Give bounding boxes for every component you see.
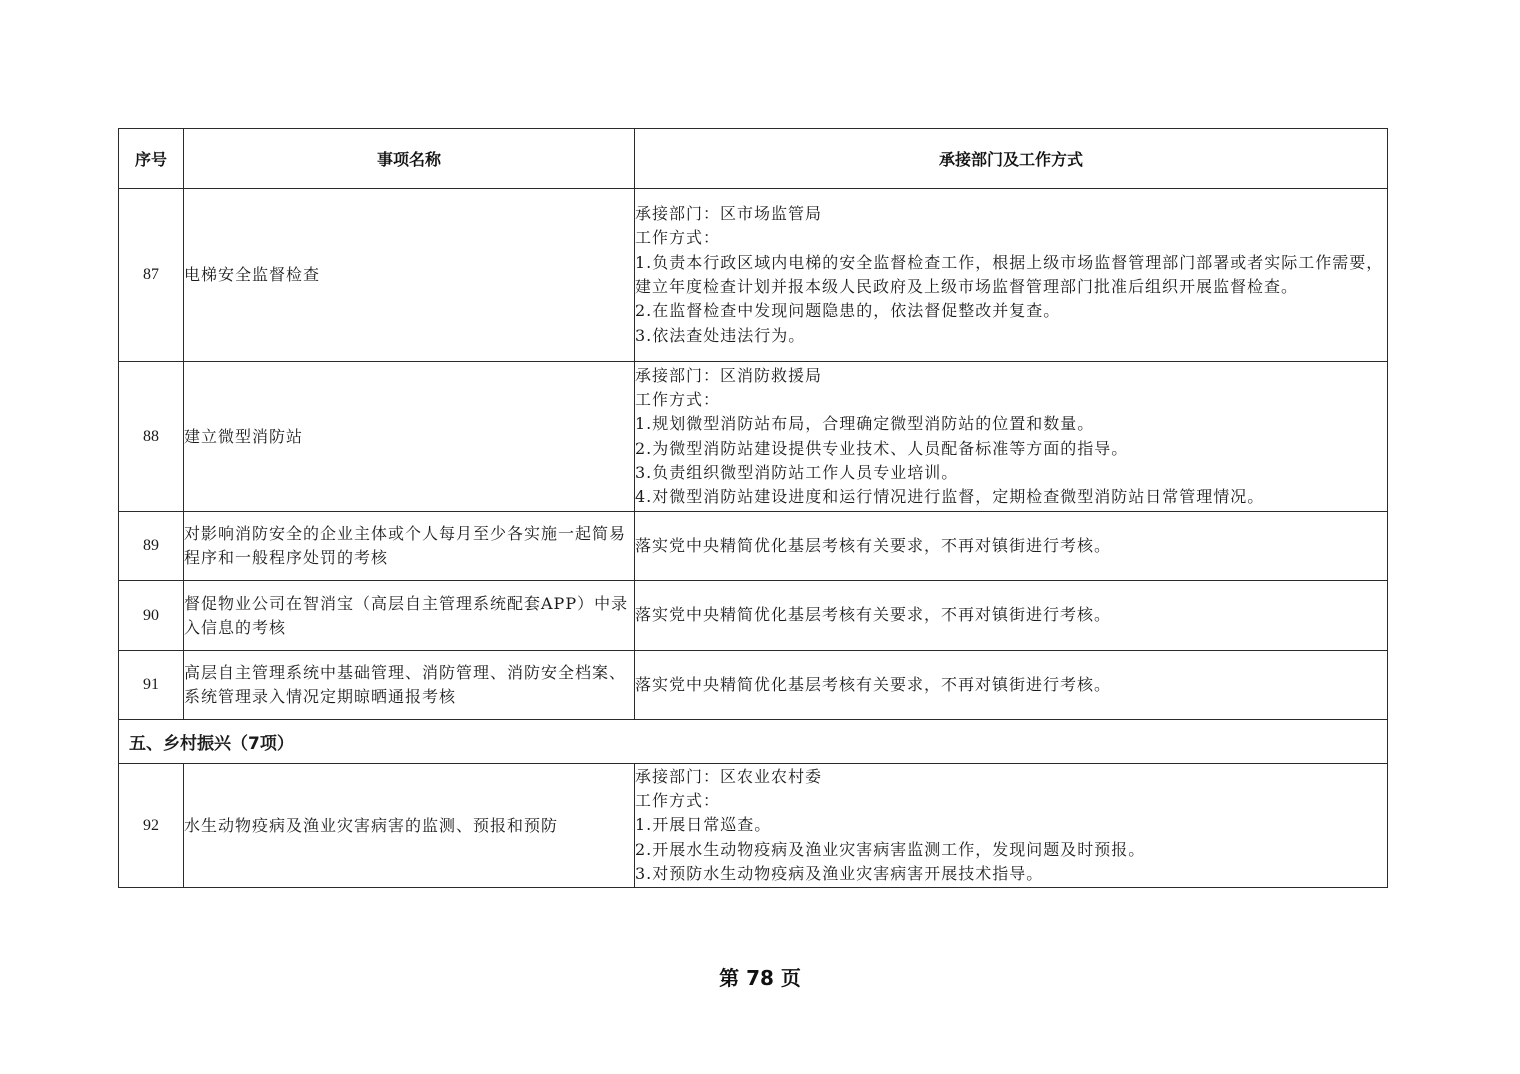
item-name: 建立微型消防站 xyxy=(184,362,635,512)
item-method xyxy=(635,362,1388,512)
item-name: 电梯安全监督检查 xyxy=(184,189,635,362)
item-name: 督促物业公司在智消宝（高层自主管理系统配套APP）中录入信息的考核 xyxy=(184,581,635,651)
item-method xyxy=(635,581,1388,651)
table-row xyxy=(119,764,1388,888)
method-line: 工作方式： xyxy=(635,228,721,248)
items-table xyxy=(118,128,1388,888)
header-name: 事项名称 xyxy=(184,129,635,189)
item-name: 高层自主管理系统中基础管理、消防管理、消防安全档案、系统管理录入情况定期晾晒通报考核 xyxy=(184,651,635,720)
method-line: 2.在监督检查中发现问题隐患的，依法督促整改并复查。 xyxy=(635,301,1061,321)
method-line: 2.为微型消防站建设提供专业技术、人员配备标准等方面的指导。 xyxy=(635,438,1129,458)
row-number: 91 xyxy=(119,651,184,720)
method-line: 承接部门：区农业农村委 xyxy=(635,766,823,786)
item-method xyxy=(635,651,1388,720)
row-number: 90 xyxy=(119,581,184,651)
table-row xyxy=(119,189,1388,362)
section-title: 五、乡村振兴（7项） xyxy=(119,720,1388,764)
table-row xyxy=(119,651,1388,720)
method-line: 1.规划微型消防站布局，合理确定微型消防站的位置和数量。 xyxy=(635,414,1095,434)
row-number: 92 xyxy=(119,764,184,888)
method-line: 2.开展水生动物疫病及渔业灾害病害监测工作，发现问题及时预报。 xyxy=(635,839,1146,859)
table-row xyxy=(119,581,1388,651)
table-row xyxy=(119,362,1388,512)
page-number: 第 78 页 xyxy=(719,966,801,990)
method-line: 1.负责本行政区域内电梯的安全监督检查工作，根据上级市场监督管理部门部署或者实际工作需要，建立年度检查计划并报本级人民政府及上级市场监督管理部门批准后组织开展监督检查。 xyxy=(635,252,1384,296)
row-number: 88 xyxy=(119,362,184,512)
section-row xyxy=(119,720,1388,764)
table-header-row xyxy=(119,129,1388,189)
method-line: 落实党中央精简优化基层考核有关要求，不再对镇街进行考核。 xyxy=(635,674,1112,694)
method-line: 承接部门：区消防救援局 xyxy=(635,365,823,385)
method-line: 3.负责组织微型消防站工作人员专业培训。 xyxy=(635,462,959,482)
row-number: 87 xyxy=(119,189,184,362)
item-method xyxy=(635,189,1388,362)
header-num: 序号 xyxy=(119,129,184,189)
item-method xyxy=(635,764,1388,888)
method-line: 承接部门：区市场监管局 xyxy=(635,204,823,224)
method-line: 工作方式： xyxy=(635,389,721,409)
method-line: 3.依法查处违法行为。 xyxy=(635,325,806,345)
method-line: 1.开展日常巡查。 xyxy=(635,815,772,835)
method-line: 落实党中央精简优化基层考核有关要求，不再对镇街进行考核。 xyxy=(635,605,1112,625)
method-line: 工作方式： xyxy=(635,791,721,811)
table-row xyxy=(119,512,1388,581)
method-line: 4.对微型消防站建设进度和运行情况进行监督，定期检查微型消防站日常管理情况。 xyxy=(635,487,1265,507)
header-method: 承接部门及工作方式 xyxy=(635,129,1388,189)
item-name: 对影响消防安全的企业主体或个人每月至少各实施一起简易程序和一般程序处罚的考核 xyxy=(184,512,635,581)
method-line: 3.对预防水生动物疫病及渔业灾害病害开展技术指导。 xyxy=(635,863,1044,883)
row-number: 89 xyxy=(119,512,184,581)
item-name: 水生动物疫病及渔业灾害病害的监测、预报和预防 xyxy=(184,764,635,888)
method-line: 落实党中央精简优化基层考核有关要求，不再对镇街进行考核。 xyxy=(635,535,1112,555)
item-method xyxy=(635,512,1388,581)
